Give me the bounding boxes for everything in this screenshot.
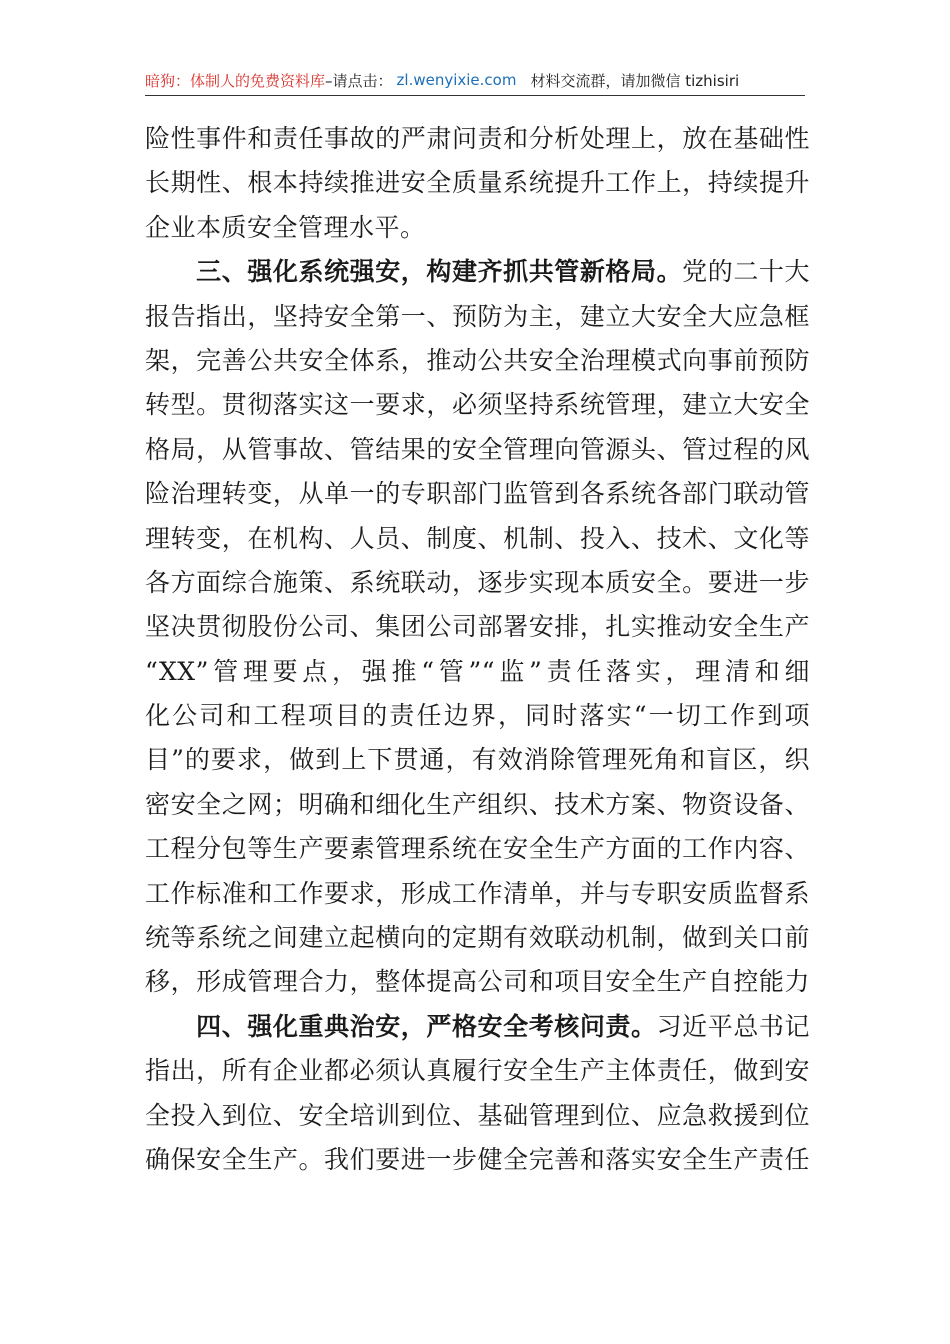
text-line: 险性事件和责任事故的严肃问责和分析处理上，放在基础性 — [145, 124, 810, 153]
text-line: 统等系统之间建立起横向的定期有效联动机制，做到关口前 — [145, 923, 810, 953]
text-line: 险治理转变，从单一的专职部门监管到各系统各部门联动管 — [145, 479, 810, 509]
section-3-heading: 三、强化系统强安，构建齐抓共管新格局。 — [196, 257, 683, 287]
text-line: “XX”管理要点，强推“管”“监”责任落实，理清和细 — [145, 656, 810, 686]
header-url-link[interactable]: zl.wenyixie.com — [396, 71, 517, 89]
header-click-prompt: –请点击： — [325, 71, 393, 90]
text-line: 全投入到位、安全培训到位、基础管理到位、应急救援到位 — [145, 1100, 810, 1130]
header-brand: 暗狗：体制人的免费资料库 — [145, 71, 326, 90]
text-line: 长期性、根本持续推进安全质量系统提升工作上，持续提升 — [145, 168, 810, 198]
text-line: 格局，从管事故、管结果的安全管理向管源头、管过程的风 — [145, 434, 810, 464]
text-line: 报告指出，坚持安全第一、预防为主，建立大安全大应急框 — [145, 301, 810, 331]
header-divider — [145, 95, 805, 96]
text-line: 理转变，在机构、人员、制度、机制、投入、技术、文化等 — [145, 523, 810, 553]
section-3-lead-text: 党的二十大 — [682, 257, 810, 287]
text-line: 企业本质安全管理水平。 — [145, 212, 426, 242]
text-line: 确保安全生产。我们要进一步健全完善和落实安全生产责任 — [145, 1144, 810, 1174]
text-line: 各方面综合施策、系统联动，逐步实现本质安全。要进一步 — [145, 567, 810, 597]
section-4-first-line — [145, 1005, 810, 1049]
text-line: 坚决贯彻股份公司、集团公司部署安排，扎实推动安全生产 — [145, 612, 810, 642]
section-3-first-line — [145, 250, 810, 294]
text-line: 转型。贯彻落实这一要求，必须坚持系统管理，建立大安全 — [145, 390, 810, 420]
text-line: 工程分包等生产要素管理系统在安全生产方面的工作内容、 — [145, 834, 810, 864]
page-header — [145, 66, 805, 94]
text-line: 指出，所有企业都必须认真履行安全生产主体责任，做到安 — [145, 1056, 810, 1086]
text-line: 移，形成管理合力，整体提高公司和项目安全生产自控能力 — [145, 967, 810, 997]
text-line: 架，完善公共安全体系，推动公共安全治理模式向事前预防 — [145, 345, 810, 375]
text-line: 密安全之网；明确和细化生产组织、技术方案、物资设备、 — [145, 789, 810, 819]
header-contact: 材料交流群，请加微信 tizhisiri — [530, 71, 740, 90]
section-4-heading: 四、强化重典治安，严格安全考核问责。 — [196, 1011, 657, 1041]
document-body — [145, 117, 810, 1182]
section-4-lead-text: 习近平总书记 — [656, 1011, 810, 1041]
text-line: 化公司和工程项目的责任边界，同时落实“一切工作到项 — [145, 701, 810, 731]
text-line: 目”的要求，做到上下贯通，有效消除管理死角和盲区，织 — [145, 745, 810, 775]
text-line: 工作标准和工作要求，形成工作清单，并与专职安质监督系 — [145, 878, 810, 908]
